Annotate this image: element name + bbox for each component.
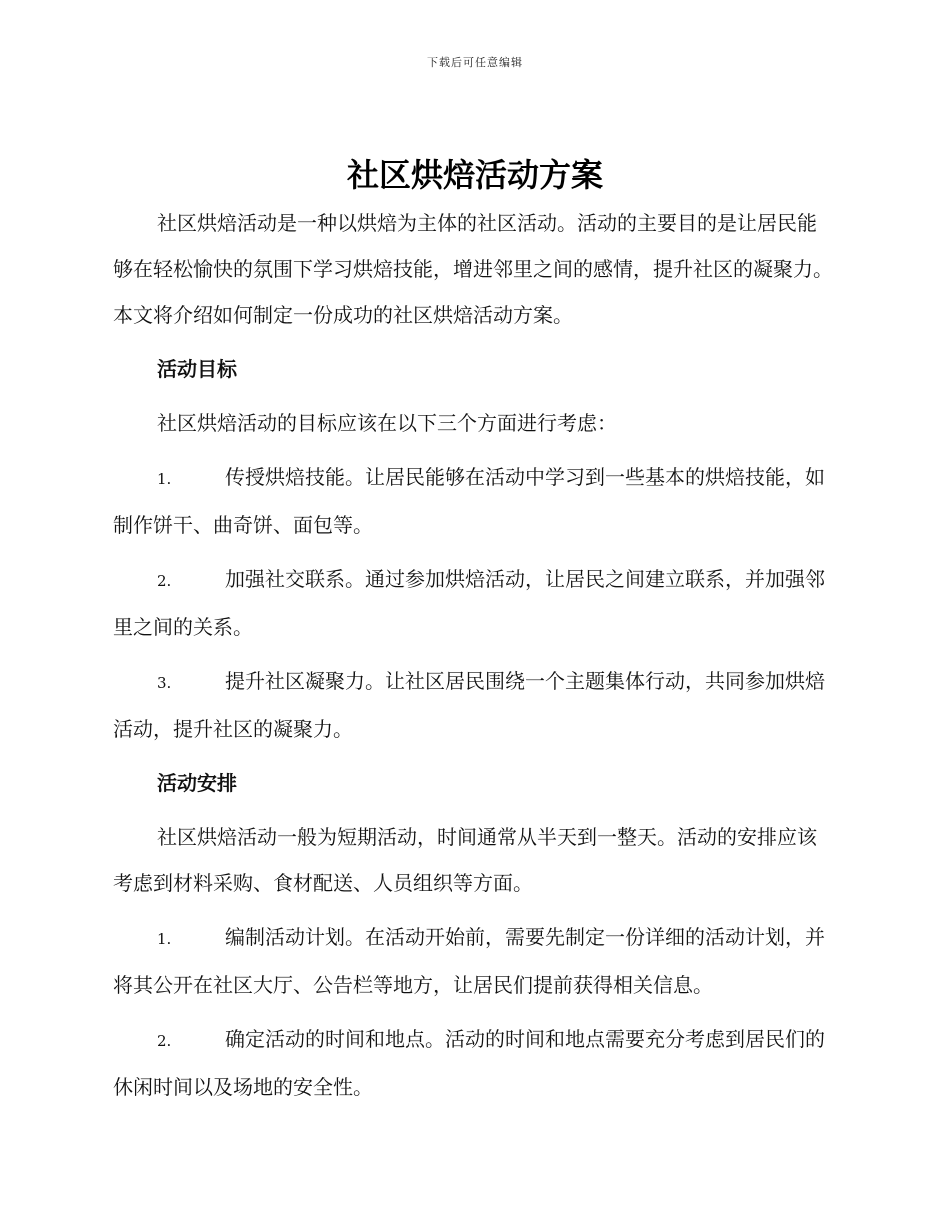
list-item-number: 2. [157, 572, 172, 590]
list-item [113, 556, 835, 650]
document-title: 社区烘焙活动方案 [346, 156, 603, 194]
goals-lead-paragraph: 社区烘焙活动的目标应该在以下三个方面进行考虑： [157, 411, 617, 435]
list-item-number: 3. [157, 674, 172, 692]
list-item-number: 1. [157, 930, 172, 948]
list-item [113, 454, 835, 548]
list-item-text: 提升社区凝聚力。让社区居民围绕一个主题集体行动，共同参加烘焙活动，提升社区的凝聚力。 [113, 669, 825, 741]
intro-paragraph: 社区烘焙活动是一种以烘焙为主体的社区活动。活动的主要目的是让居民能够在轻松愉快的氛围下学习烘焙技能，增进邻里之间的感情，提升社区的凝聚力。本文将介绍如何制定一份成功的社区烘焙活动方案。 [113, 211, 833, 327]
list-item [113, 658, 835, 752]
list-item-text: 编制活动计划。在活动开始前，需要先制定一份详细的活动计划，并将其公开在社区大厅、公告栏等地方，让居民们提前获得相关信息。 [113, 925, 825, 997]
arrangement-lead-paragraph: 社区烘焙活动一般为短期活动，时间通常从半天到一整天。活动的安排应该考虑到材料采购、食材配送、人员组织等方面。 [113, 825, 817, 895]
list-item-number: 1. [157, 470, 172, 488]
header-note: 下载后可任意编辑 [427, 56, 523, 69]
section-heading-goals: 活动目标 [157, 357, 237, 381]
section-heading-arrangement: 活动安排 [157, 771, 237, 795]
list-item-number: 2. [157, 1032, 172, 1050]
list-item [113, 914, 835, 1008]
list-item-text: 加强社交联系。通过参加烘焙活动，让居民之间建立联系，并加强邻里之间的关系。 [113, 567, 825, 639]
list-item-text: 确定活动的时间和地点。活动的时间和地点需要充分考虑到居民们的休闲时间以及场地的安全性。 [113, 1027, 825, 1099]
list-item [113, 1016, 835, 1110]
list-item-text: 传授烘焙技能。让居民能够在活动中学习到一些基本的烘焙技能，如制作饼干、曲奇饼、面包等。 [113, 465, 825, 537]
document-body [113, 200, 835, 1118]
